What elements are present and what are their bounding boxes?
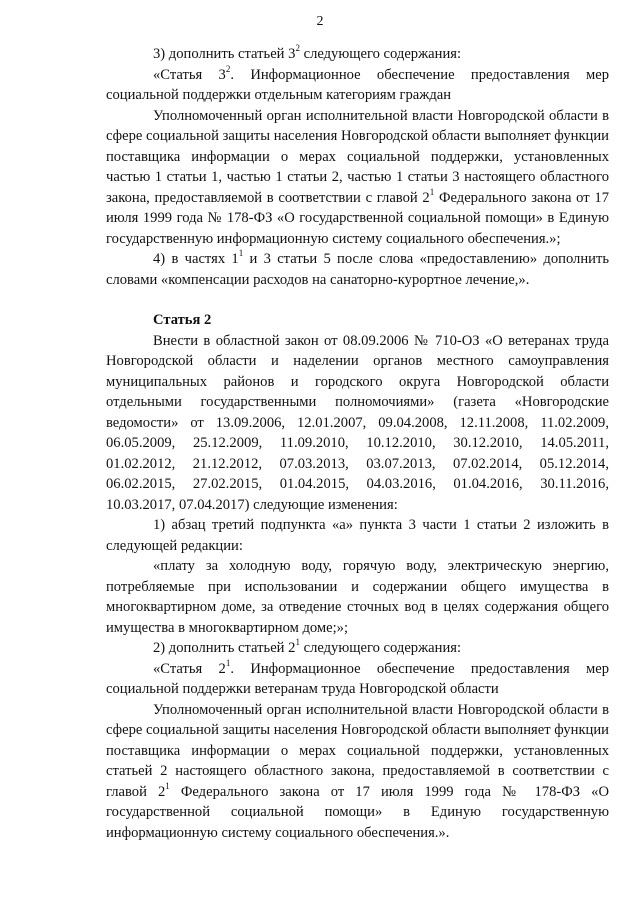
paragraph-article-2-1-body: Уполномоченный орган исполнительной власти Новгородской области в сфере социальной защиты населения Новгородской области выполняет функции поставщика информации о мерах социальной поддержки, установленных статьей 2 настоящего областного закона, предоставляемой в соответствии с главой $2^1$ Федерального закона от 17 июля 1999 года № 178-ФЗ «О государственной социальной помощи» в Единую государственную информационную систему социального обеспечения.». xyxy=(106,701,609,841)
paragraph-amend-4: 4) в частях $1^1$ и 3 статьи 5 после слова «предоставлению» дополнить словами «компенсации расходов на санаторно-курортное лечение,». xyxy=(106,248,609,288)
paragraph-amend-3: 3) дополнить статьей $3^2$ следующего содержания: xyxy=(153,43,462,62)
paragraph-article-2-intro: Внести в областной закон от 08.09.2006 № 710-ОЗ «О ветеранах труда Новгородской области и наделении органов местного самоуправления муниципальных районов и городского округа Новгородской области отдельными государственными полномочиями» (газета «Новгородские ведомости» от 13.09.2006, 12.01.2007, 09.04.2008, 12.11.2008, 11.02.2009, 06.05.2009, 25.12.2009, 11.09.2010, 10.12.2010, 30.12.2010, 14.05.2011, 01.02.2012, 21.12.2012, 07.03.2013, 03.07.2013, 07.02.2014, 05.12.2014, 06.02.2015, 27.02.2015, 01.04.2015, 04.03.2016, 01.04.2016, 30.11.2016, 10.03.2017, 07.04.2017) следующие изменения: xyxy=(106,332,609,513)
paragraph-article-2-1-title: «Статья $2^1$. Информационное обеспечение предоставления мер социальной поддержки ветеранам труда Новгородской области xyxy=(106,657,610,697)
article-2-heading: Статья 2 xyxy=(153,312,212,328)
paragraph-article-3-2-body: Уполномоченный орган исполнительной власти Новгородской области в сфере социальной защиты населения Новгородской области выполняет функции поставщика информации о мерах социальной поддержки, установленных частью 1 статьи 1, частью 1 статьи 2, частью 1 статьи 3 настоящего областного закона, предоставляемой в соответствии с главой $2^1$ Федерального закона от 17 июля 1999 года № 178-ФЗ «О государственной социальной помощи» в Единую государственную информационную систему социального обеспечения.»; xyxy=(106,107,609,247)
paragraph-new-wording: «плату за холодную воду, горячую воду, электрическую энергию, потребляемые при использовании и содержании общего имущества в многоквартирном доме, за отведение сточных вод в целях содержания общего имущества в многоквартирном доме;»; xyxy=(106,558,609,636)
paragraph-article-3-2-title: «Статья $3^2$. Информационное обеспечение предоставления мер социальной поддержки отдельным категориям граждан xyxy=(106,63,610,103)
paragraph-amend-2: 2) дополнить статьей $2^1$ следующего содержания: xyxy=(153,637,462,656)
paragraph-amend-1: 1) абзац третий подпункта «а» пункта 3 части 1 статьи 2 изложить в следующей редакции: xyxy=(106,517,609,554)
document-body xyxy=(106,44,609,843)
page-number: 2 xyxy=(316,14,324,29)
